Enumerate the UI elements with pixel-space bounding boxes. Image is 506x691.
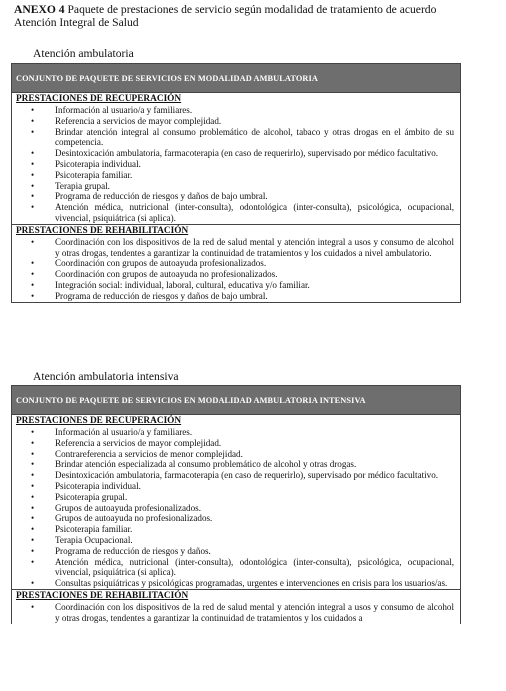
- list-item: • Coordinación con grupos de autoayuda no profesionalizados.: [12, 269, 460, 280]
- list-item: • Coordinación con los dispositivos de la red de salud mental y atención integral a usos y consumo de alcohol y otras drogas, tendentes a garantizar la continuidad de tratamientos y los cuidados a: [12, 602, 460, 624]
- list-item: • Programa de reducción de riesgos y daños de bajo umbral.: [12, 191, 460, 202]
- list-item: • Información al usuario/a y familiares.: [12, 105, 460, 116]
- subsection-title: PRESTACIONES DE REHABILITACIÓN: [16, 225, 189, 236]
- section-heading-ambulatoria: Atención ambulatoria: [33, 47, 134, 60]
- list-item: • Psicoterapia grupal.: [12, 492, 460, 503]
- list-item: • Desintoxicación ambulatoria, farmacoterapia (en caso de requerirlo), supervisado por médico facultativo.: [12, 470, 460, 481]
- list-item: • Información al usuario/a y familiares.: [12, 427, 460, 438]
- document-title: [14, 3, 494, 29]
- subsection-title: PRESTACIONES DE REHABILITACIÓN: [16, 590, 189, 601]
- section-heading-ambulatoria-intensiva: Atención ambulatoria intensiva: [33, 370, 179, 383]
- item-list: [12, 602, 460, 624]
- list-item: • Brindar atención especializada al consumo problemático de alcohol y otras drogas.: [12, 459, 460, 470]
- table-ambulatoria-intensiva: [11, 385, 461, 624]
- list-item: • Terapia Ocupacional.: [12, 535, 460, 546]
- list-item: • Grupos de autoayuda profesionalizados.: [12, 503, 460, 514]
- table-header: CONJUNTO DE PAQUETE DE SERVICIOS EN MODALIDAD AMBULATORIA: [12, 64, 460, 93]
- list-item: • Integración social: individual, laboral, cultural, educativa y/o familiar.: [12, 280, 460, 291]
- list-item: • Atención médica, nutricional (inter-consulta), odontológica (inter-consulta), psicológica, ocupacional, vivencial, psiquiátrica (si aplica).: [12, 202, 460, 224]
- list-item: • Contrareferencia a servicios de menor complejidad.: [12, 449, 460, 460]
- list-item: • Programa de reducción de riesgos y daños.: [12, 546, 460, 557]
- list-item: • Desintoxicación ambulatoria, farmacoterapia (en caso de requerirlo), supervisado por médico facultativo.: [12, 148, 460, 159]
- item-list: [12, 105, 460, 224]
- item-list: [12, 237, 460, 302]
- list-item: • Brindar atención integral al consumo problemático de alcohol, tabaco y otras drogas en el ámbito de su competencia.: [12, 127, 460, 149]
- list-item: • Atención médica, nutricional (inter-consulta), odontológica (inter-consulta), psicológica, ocupacional, vivencial, psiquiátrica (si aplica).: [12, 557, 460, 579]
- subsection-rehabilitacion: [12, 590, 460, 624]
- item-list: [12, 427, 460, 589]
- subsection-title: PRESTACIONES DE RECUPERACIÓN: [16, 416, 182, 426]
- subsection-rehabilitacion: [12, 225, 460, 302]
- table-ambulatoria: [11, 63, 461, 303]
- list-item: • Consultas psiquiátricas y psicológicas programadas, urgentes e intervenciones en crisis para los usuarios/as.: [12, 578, 460, 589]
- list-item: • Coordinación con los dispositivos de la red de salud mental y atención integral a usos y consumo de alcohol y otras drogas, tendentes a garantizar la continuidad de tratamientos y los cuidados a nivel ambulatorio.: [12, 237, 460, 259]
- list-item: • Terapia grupal.: [12, 181, 460, 192]
- subsection-title: PRESTACIONES DE RECUPERACIÓN: [16, 94, 182, 104]
- table-header: CONJUNTO DE PAQUETE DE SERVICIOS EN MODALIDAD AMBULATORIA INTENSIVA: [12, 386, 460, 415]
- annex-label: ANEXO 4: [14, 3, 65, 16]
- subsection-recuperacion: [12, 93, 460, 225]
- list-item: • Referencia a servicios de mayor complejidad.: [12, 116, 460, 127]
- subsection-recuperacion: [12, 415, 460, 590]
- list-item: • Psicoterapia familiar.: [12, 524, 460, 535]
- title-line-2: Atención Integral de Salud: [14, 16, 139, 29]
- list-item: • Psicoterapia individual.: [12, 159, 460, 170]
- list-item: • Referencia a servicios de mayor complejidad.: [12, 438, 460, 449]
- list-item: • Psicoterapia familiar.: [12, 170, 460, 181]
- list-item: • Coordinación con grupos de autoayuda profesionalizados.: [12, 258, 460, 269]
- list-item: • Grupos de autoayuda no profesionalizados.: [12, 513, 460, 524]
- list-item: • Psicoterapia individual.: [12, 481, 460, 492]
- list-item: • Programa de reducción de riesgos y daños de bajo umbral.: [12, 291, 460, 302]
- title-text: Paquete de prestaciones de servicio según modalidad de tratamiento de acuerdo: [64, 3, 437, 16]
